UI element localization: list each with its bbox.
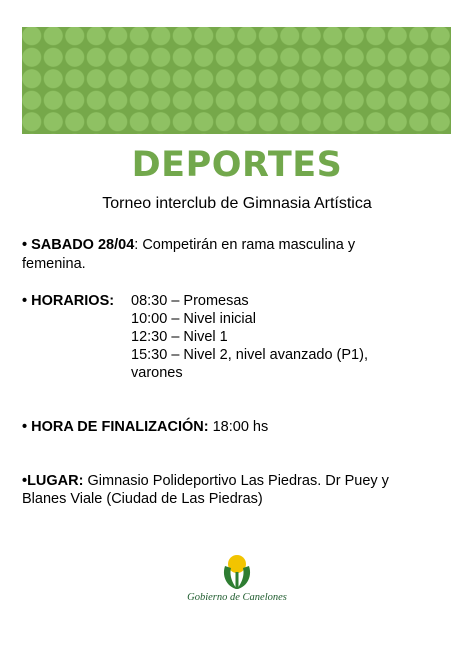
canelones-logo <box>0 552 474 597</box>
sabado-line-2: femenina. <box>22 256 86 272</box>
horario-item: varones <box>131 365 183 381</box>
sabado-text: : Competirán en rama masculina y <box>134 237 356 253</box>
canelones-emblem-icon <box>217 552 257 592</box>
sabado-label: SABADO 28/04 <box>31 237 135 253</box>
lugar-bullet: • <box>22 473 28 489</box>
logo-caption: Gobierno de Canelones <box>187 592 287 603</box>
lugar-text: Gimnasio Polideportivo Las Piedras. Dr Puey y <box>83 473 389 489</box>
sabado-line-1 <box>22 236 355 254</box>
lugar-line-2: Blanes Viale (Ciudad de Las Piedras) <box>22 491 263 507</box>
horarios-heading <box>22 292 114 310</box>
finalizacion-value: 18:00 hs <box>208 419 269 435</box>
page-subtitle: Torneo interclub de Gimnasia Artística <box>102 195 372 212</box>
horarios-label: HORARIOS: <box>31 293 115 309</box>
horario-item: 15:30 – Nivel 2, nivel avanzado (P1), <box>131 347 368 363</box>
header-banner <box>22 27 451 134</box>
horarios-bullet: • <box>22 293 32 309</box>
horario-item: 08:30 – Promesas <box>131 293 249 309</box>
horario-item: 12:30 – Nivel 1 <box>131 329 228 345</box>
sabado-bullet: • <box>22 237 32 253</box>
finalizacion-line <box>22 418 268 436</box>
lugar-line-1 <box>22 472 389 490</box>
finalizacion-bullet: • <box>22 419 32 435</box>
finalizacion-label: HORA DE FINALIZACIÓN: <box>31 419 209 435</box>
horario-item: 10:00 – Nivel inicial <box>131 311 256 327</box>
page-title: DEPORTES <box>131 145 343 185</box>
lugar-label: LUGAR: <box>27 473 84 489</box>
